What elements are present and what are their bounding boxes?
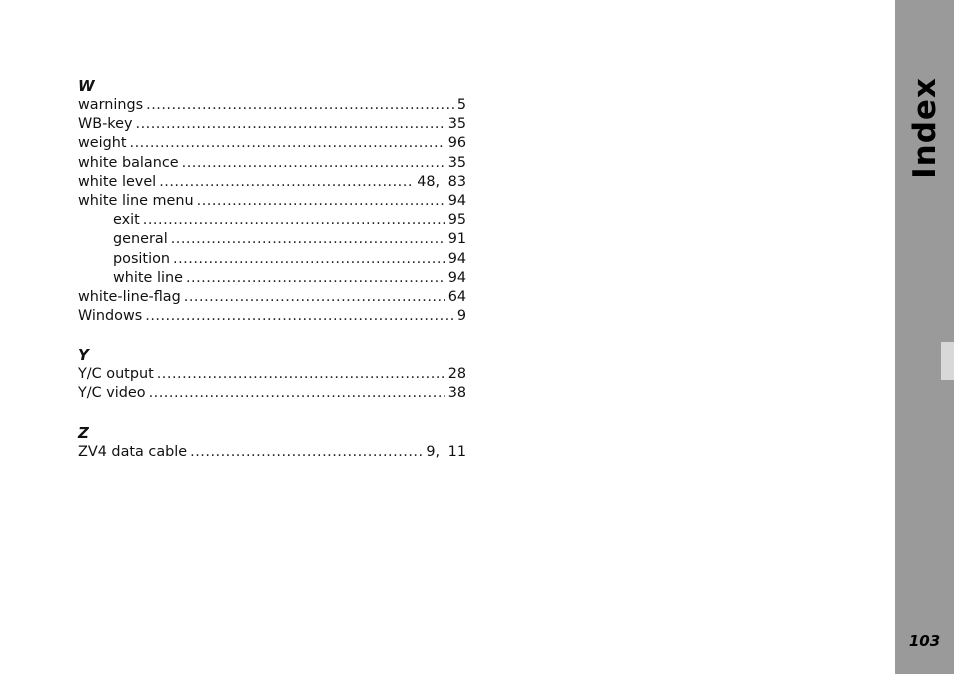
entry-term: white line menu xyxy=(78,192,194,209)
entry-term: ZV4 data cable xyxy=(78,443,188,460)
index-entry xyxy=(78,192,466,211)
index-entry xyxy=(78,134,466,153)
thumb-index-marker xyxy=(941,342,954,380)
entry-term: white line xyxy=(113,269,183,286)
entry-term: position xyxy=(113,250,171,267)
entry-pages: 9, 11 xyxy=(426,443,466,460)
entry-pages: 5 xyxy=(456,97,466,113)
dot-leader xyxy=(149,384,445,403)
dot-leader xyxy=(136,115,445,134)
entry-term: WB-key xyxy=(78,116,133,133)
page-number: 103 xyxy=(908,632,941,650)
index-section-w xyxy=(78,76,466,326)
entry-pages: 94 xyxy=(447,192,466,209)
entry-pages: 91 xyxy=(447,231,466,248)
entry-pages: 28 xyxy=(447,366,466,383)
side-tab xyxy=(895,0,954,674)
index-section-z xyxy=(78,423,466,462)
index-entry xyxy=(78,288,466,307)
entry-pages: 35 xyxy=(447,116,466,133)
entry-term: Windows xyxy=(78,308,143,325)
entry-pages: 64 xyxy=(447,288,466,305)
index-column xyxy=(78,76,466,462)
entry-term: general xyxy=(113,231,168,248)
index-entry xyxy=(78,443,466,462)
entry-pages: 95 xyxy=(447,212,466,229)
section-letter: Z xyxy=(78,423,89,442)
index-entry xyxy=(78,115,466,134)
index-entry xyxy=(78,307,466,326)
dot-leader xyxy=(145,307,454,326)
dot-leader xyxy=(159,173,414,192)
entry-pages: 38 xyxy=(447,385,466,402)
entry-term: exit xyxy=(113,212,140,229)
index-entry xyxy=(78,173,466,192)
side-tab-title xyxy=(895,73,954,183)
dot-leader xyxy=(190,443,423,462)
side-tab-title-text: Index xyxy=(906,77,943,179)
index-subentry xyxy=(78,211,466,230)
entry-term: white-line-flag xyxy=(78,288,181,305)
index-entry xyxy=(78,96,466,115)
entry-term: white balance xyxy=(78,154,179,171)
entry-pages: 94 xyxy=(447,250,466,267)
entry-term: warnings xyxy=(78,97,144,113)
dot-leader xyxy=(171,230,445,249)
index-subentry xyxy=(78,230,466,249)
index-entry xyxy=(78,154,466,173)
entry-pages: 9 xyxy=(456,308,466,325)
entry-pages: 96 xyxy=(447,135,466,152)
index-subentry xyxy=(78,269,466,288)
entry-term: Y/C video xyxy=(78,385,146,402)
entry-term: Y/C output xyxy=(78,366,154,383)
dot-leader xyxy=(173,250,445,269)
index-entry xyxy=(78,384,466,403)
dot-leader xyxy=(146,96,454,115)
section-letter: W xyxy=(78,77,95,95)
index-section-y xyxy=(78,345,466,403)
index-entry xyxy=(78,365,466,384)
entry-term: weight xyxy=(78,135,127,152)
section-letter: Y xyxy=(78,346,89,365)
dot-leader xyxy=(157,365,445,384)
dot-leader xyxy=(197,192,445,211)
dot-leader xyxy=(184,288,445,307)
dot-leader xyxy=(130,134,445,153)
entry-pages: 48, 83 xyxy=(417,173,466,190)
dot-leader xyxy=(186,269,445,288)
dot-leader xyxy=(182,154,445,173)
index-subentry xyxy=(78,250,466,269)
dot-leader xyxy=(143,211,445,230)
entry-pages: 35 xyxy=(447,154,466,171)
entry-term: white level xyxy=(78,173,157,190)
entry-pages: 94 xyxy=(447,269,466,286)
